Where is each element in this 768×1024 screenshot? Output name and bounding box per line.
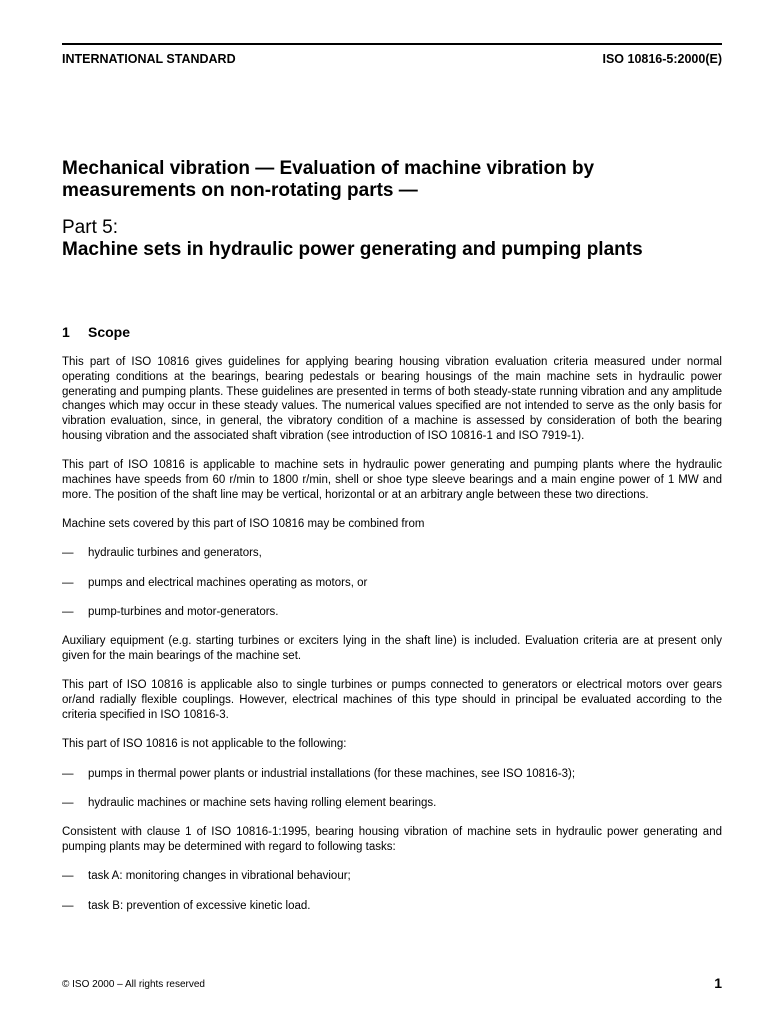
part-title: Machine sets in hydraulic power generating and pumping plants (62, 239, 643, 260)
document-number: ISO 10816-5:2000(E) (602, 52, 722, 66)
paragraph-auxiliary: Auxiliary equipment (e.g. starting turbines or exciters lying in the shaft line) is included. Evaluation criteria are at present only given for the main bearings of the machine set. (62, 635, 722, 663)
dash-bullet: — (62, 767, 74, 780)
dash-bullet: — (62, 576, 74, 589)
list-item (62, 605, 722, 620)
list-item-text: hydraulic machines or machine sets having rolling element bearings. (88, 796, 437, 809)
list-item (62, 576, 722, 591)
paragraph-single-machines: This part of ISO 10816 is applicable also to single turbines or pumps connected to generators or electrical motors over gears or/and radially flexible couplings. However, electrical machines of this type should in principal be evaluated according to the criteria specified in ISO 10816-3. (62, 679, 722, 722)
section-heading (62, 324, 130, 340)
list-item-text: pumps and electrical machines operating as motors, or (88, 576, 368, 589)
list-item-text: hydraulic turbines and generators, (88, 547, 262, 560)
paragraph-scope-intro: This part of ISO 10816 gives guidelines for applying bearing housing vibration evaluation criteria measured under normal operating conditions at the bearings, bearing pedestals or bearing housings of the main machine sets in hydraulic power generating and pumping plants. These guidelines are presented in terms of both steady-state running vibration and any amplitude changes which may occur in these steady values. The numerical values specified are not intended to serve as the only basis for vibration evaluation, since, in general, the vibratory condition of a machine is assessed by consideration of both the bearing housing vibration and the associated shaft vibration (see introduction of ISO 10816-1 and ISO 7919-1). (62, 356, 722, 442)
list-item-text: task A: monitoring changes in vibrational behaviour; (88, 870, 351, 883)
part-label: Part 5: (62, 217, 118, 238)
paragraph-tasks: Consistent with clause 1 of ISO 10816-1:1995, bearing housing vibration of machine sets in hydraulic power generating and pumping plants may be determined with regard to following tasks: (62, 826, 722, 854)
header-rule (62, 43, 722, 45)
section-number: 1 (62, 324, 70, 340)
list-item-text: pump-turbines and motor-generators. (88, 606, 279, 619)
document-type-label: INTERNATIONAL STANDARD (62, 52, 236, 66)
list-item (62, 899, 722, 914)
dash-bullet: — (62, 870, 74, 883)
list-item-text: pumps in thermal power plants or industrial installations (for these machines, see ISO 10816-3); (88, 767, 576, 780)
page-number: 1 (714, 975, 722, 991)
list-item (62, 546, 722, 561)
section-body (62, 355, 722, 928)
list-item-text: task B: prevention of excessive kinetic load. (88, 899, 311, 912)
title-block (62, 158, 722, 261)
dash-bullet: — (62, 606, 74, 619)
main-title: Mechanical vibration — Evaluation of machine vibration by measurements on non-rotating parts — (62, 158, 595, 201)
dash-bullet: — (62, 899, 74, 912)
list-item (62, 796, 722, 811)
paragraph-not-applicable: This part of ISO 10816 is not applicable to the following: (62, 738, 347, 751)
section-title: Scope (88, 324, 131, 340)
dash-bullet: — (62, 547, 74, 560)
paragraph-machine-sets: Machine sets covered by this part of ISO 10816 may be combined from (62, 518, 425, 531)
paragraph-applicability: This part of ISO 10816 is applicable to machine sets in hydraulic power generating and pumping plants where the hydraulic machines have speeds from 60 r/min to 1800 r/min, shell or shoe type sleeve bearings and a main engine power of 1 MW and more. The position of the shaft line may be vertical, horizontal or at an arbitrary angle between these two directions. (62, 459, 722, 501)
copyright-notice: © ISO 2000 – All rights reserved (62, 979, 205, 990)
list-item (62, 869, 722, 884)
dash-bullet: — (62, 796, 74, 809)
list-item (62, 767, 722, 782)
